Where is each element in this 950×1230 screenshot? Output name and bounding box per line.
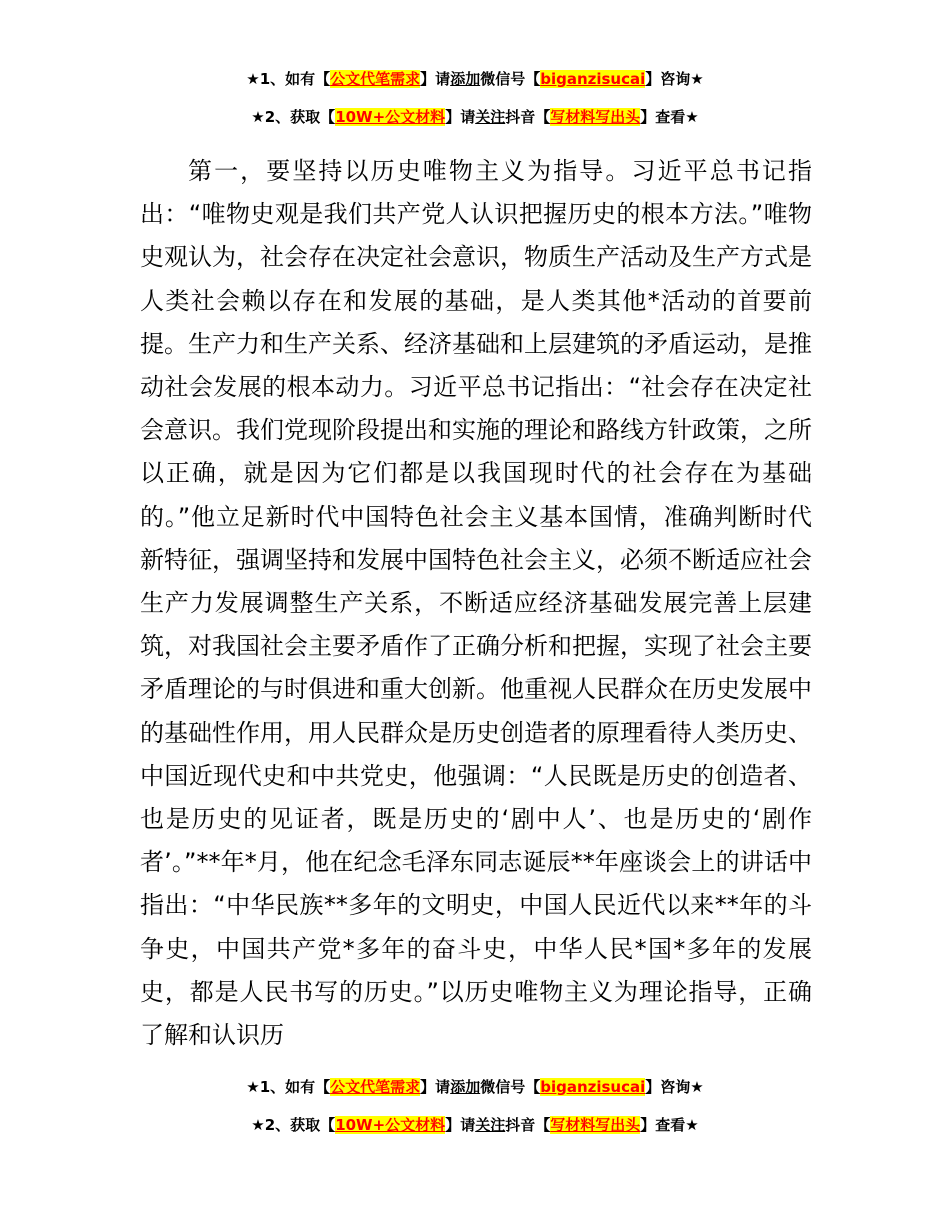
header-line2-middle2: 抖音【 (505, 108, 551, 126)
header-line2-underline: 关注 (475, 108, 506, 126)
footer-line2-highlight2: 写材料写出头 (550, 1116, 641, 1134)
header-line2-highlight2: 写材料写出头 (550, 108, 641, 126)
footer-line1-middle2: 微信号【 (480, 1078, 541, 1096)
header-line1-middle1: 】请 (420, 70, 451, 88)
footer-promo-line-1 (0, 1076, 950, 1098)
footer-line2-middle1: 】请 (445, 1116, 476, 1134)
header-line2-highlight: 10W+公文材料 (335, 108, 446, 126)
header-line1-prefix: ★1、如有【 (246, 70, 331, 88)
header-line2-middle1: 】请 (445, 108, 476, 126)
header-promo-line-1 (0, 68, 950, 90)
header-line2-suffix: 】查看★ (640, 108, 699, 126)
header-promo-line-2 (0, 106, 950, 128)
footer-line1-middle1: 】请 (420, 1078, 451, 1096)
header-line1-underline: 添加 (450, 70, 481, 88)
header-line1-middle2: 微信号【 (480, 70, 541, 88)
footer-promo-line-2 (0, 1114, 950, 1136)
footer-line1-underline: 添加 (450, 1078, 481, 1096)
footer-line1-highlight2: biganzisucai (540, 1078, 646, 1096)
footer-line1-suffix: 】咨询★ (645, 1078, 704, 1096)
header-line1-highlight: 公文代笔需求 (330, 70, 421, 88)
header-line2-prefix: ★2、获取【 (251, 108, 336, 126)
footer-line2-middle2: 抖音【 (505, 1116, 551, 1134)
body-paragraph: 第一，要坚持以历史唯物主义为指导。习近平总书记指出：“唯物史观是我们共产党人认识把握历史的根本方法。”唯物史观认为，社会存在决定社会意识，物质生产活动及生产方式是人类社会赖以存在和发展的基础，是人类其他*活动的首要前提。生产力和生产关系、经济基础和上层建筑的矛盾运动，是推动社会发展的根本动力。习近平总书记指出：“社会存在决定社会意识。我们党现阶段提出和实施的理论和路线方针政策，之所以正确，就是因为它们都是以我国现时代的社会存在为基础的。”他立足新时代中国特色社会主义基本国情，准确判断时代新特征，强调坚持和发展中国特色社会主义，必须不断适应社会生产力发展调整生产关系，不断适应经济基础发展完善上层建筑，对我国社会主要矛盾作了正确分析和把握，实现了社会主要矛盾理论的与时俱进和重大创新。他重视人民群众在历史发展中的基础性作用，用人民群众是历史创造者的原理看待人类历史、中国近现代史和中共党史，他强调：“人民既是历史的创造者、也是历史的见证者，既是历史的‘剧中人’、也是历史的‘剧作者’。”**年*月，他在纪念毛泽东同志诞辰**年座谈会上的讲话中指出：“中华民族**多年的文明史，中国人民近代以来**年的斗争史，中国共产党*多年的奋斗史，中华人民*国*多年的发展史，都是人民书写的历史。”以历史唯物主义为理论指导，正确了解和认识历 (140, 157, 812, 1050)
header-line1-highlight2: biganzisucai (540, 70, 646, 88)
footer-line1-prefix: ★1、如有【 (246, 1078, 331, 1096)
footer-line2-highlight: 10W+公文材料 (335, 1116, 446, 1134)
footer-line2-suffix: 】查看★ (640, 1116, 699, 1134)
footer-line2-underline: 关注 (475, 1116, 506, 1134)
header-line1-suffix: 】咨询★ (645, 70, 704, 88)
footer-line1-highlight: 公文代笔需求 (330, 1078, 421, 1096)
footer-line2-prefix: ★2、获取【 (251, 1116, 336, 1134)
